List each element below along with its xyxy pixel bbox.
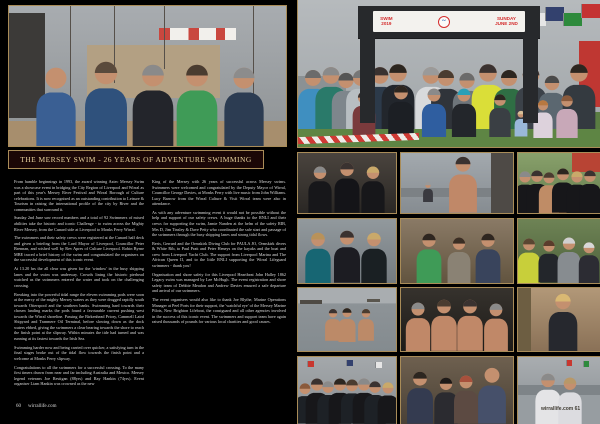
photo-scene (401, 219, 513, 283)
person-silhouette (472, 232, 505, 283)
photo-scene (298, 153, 396, 213)
person-silhouette (30, 65, 82, 146)
photo-four-swimmers-changing (400, 287, 514, 352)
person-silhouette (554, 376, 585, 424)
person-silhouette (576, 241, 600, 283)
article-column-2 (152, 179, 286, 328)
photo-band (518, 288, 531, 351)
photo-scene (518, 288, 600, 351)
person-silhouette (544, 292, 582, 351)
finish-arch-beam (358, 6, 539, 38)
photo-large-wetsuit-group (297, 356, 397, 424)
article-paragraph: The swimmers and their safety crews were registered at the Cunard half deck and given a briefing from the Lord Mayor of Liverpool, Councillor Peter Brennan, and wished well by Rev Apres of Culture Liverpool. Robin Byrne MBE traced a brief history of the swim and congratulated the organisers on the successful development of this iconic event. (14, 235, 144, 263)
person-silhouette (355, 308, 376, 341)
person-silhouette (553, 94, 581, 138)
article-paragraph: Beris, Gerrard and the Ormskirk Diving Club for PAULA JO, Ormskirk divers & White Rib, to Paul Pratt and Peter Heneys on the kayaks and the boat and crew from Liverpool Yacht Club. The support from Liverpool Marina and The African Queen II, and to the little RNLI supporting the Wirral Lifeguard swimmers - thank you! (152, 240, 286, 269)
article-paragraph: Swimming harder now and being carried over quicker, a satisfying turn in the final stages broke out of the tidal flow towards the finish point and a welcome at Monks Ferry slipway. (14, 344, 144, 361)
article-body (0, 179, 297, 403)
person-silhouette (358, 231, 392, 283)
photo-band (367, 299, 381, 302)
flag-icon (347, 360, 353, 366)
flag-icon (376, 362, 382, 368)
person-silhouette (444, 236, 475, 283)
article-paragraph: Congratulations to all the swimmers for a successful crossing. To the many first timers drawn from near and far including Australia and Mexico. Mersey legend veterans Joe Restigan (88yrs) and Ray Hankin (74yrs). Event organiser Liam Hankin was crowned as the new (14, 364, 144, 387)
person-silhouette (412, 232, 445, 283)
left-page-footer (16, 404, 56, 409)
article-paragraph: Organisation and shore safety for this Liverpool Heartbeat John Halley 1862 Legacy swim was managed by Lee McHugh. The event registration and shore safety team of Debbie Meadon and Andrew Davies ensured a safe departure and arrival of our swimmers. (152, 271, 286, 294)
person-silhouette (480, 302, 512, 351)
photo-band (491, 153, 513, 213)
person-silhouette (421, 182, 434, 202)
photo-officials-outdoors (517, 218, 600, 284)
person-silhouette (374, 381, 397, 424)
photo-band (159, 28, 237, 39)
photo-celebration-hug (400, 356, 514, 424)
left-page-number: 60 (16, 404, 21, 409)
article-paragraph: The event organisers would also like to thank Joe Blythe, Marine Operations Manager at Peel Ports for their support, the 'watchful eye' of the Mersey Marine Pilots, New Brighton Lifeboat, the coastguard and all other agencies involved in the success of this iconic event. The swimmers and support team have again raised thousands of pounds for various local charities and good causes. (152, 297, 286, 325)
photo-three-men-indoors (400, 218, 514, 284)
photo-finish-arch-group (297, 0, 600, 148)
article-title: THE MERSEY SWIM - 26 YEARS OF ADVENTURE SWIMMING (20, 155, 252, 164)
flag-icon (308, 361, 314, 367)
right-page-footer: wirrallife.com 61 (541, 406, 581, 412)
person-silhouette (218, 65, 270, 146)
flag-icon (567, 360, 572, 366)
arch-date-text: SUNDAY JUNE 2ND (495, 15, 518, 26)
photo-scene (518, 153, 600, 213)
flag-icon (584, 361, 589, 367)
flag-icon (546, 7, 564, 20)
finish-arch-banner (373, 11, 525, 32)
person-silhouette (358, 165, 389, 213)
swim-logo-icon: ~ (438, 16, 450, 28)
finish-arch (358, 6, 539, 124)
photo-swimmer-thumbs-up (400, 152, 514, 214)
photo-swimmers-entering-water (297, 287, 397, 352)
photo-scene (401, 357, 513, 424)
mast-line (164, 6, 165, 69)
arch-swim-text: SWIM 2019 (380, 15, 393, 26)
person-silhouette (576, 169, 600, 213)
photo-three-wetsuit-swimmers (297, 152, 397, 214)
photo-scene (518, 219, 600, 283)
photo-scene (298, 219, 396, 283)
photo-scene (401, 153, 513, 213)
article-paragraph: Breaking into the powerful tidal range the eleven swimming pods were soon at the mercy of the mighty Mersey waters as they were dragged rapidly south towards Otterspool and the southern banks. Swimming hard towards their chosen landing marks the pods found a favourable current pushing west towards the Wirral shoreline. Passing the Birkenhead Priory, Cammell Laird Shipyard and Tranmere Oil Terminal, before slowing down as the dock waters ebbed, giving the swimmers a clear bearing towards the shore to reach the finish point at the slipway. Within minutes the tide had turned and was running at its fastest towards the Irish Sea. (14, 291, 144, 341)
article-paragraph: King of the Mersey with 26 years of successful across Mersey swims. Swimmers were welcomed and congratulated by the Deputy Mayor of Wirral, Councillor George Davies, at Monks Ferry with live music from John Williams. Lucy Barrow from the Wirral Culture & Visit Wirral team were also in attendance. (152, 179, 287, 207)
photo-five-men-dockside (8, 5, 287, 147)
photo-scene (298, 357, 396, 424)
photo-scene (9, 6, 286, 146)
photo-woman-portrait (517, 287, 600, 352)
finish-arch-left-column (360, 36, 374, 123)
photo-band (300, 300, 322, 304)
article-paragraph: As with any adventure swimming event it would not be possible without the help and support of our safety crews. A huge thanks to the RNLI and their crews for supporting the swim, Jamie Nanden at the helm of the safety RIB, Mrs D, Jim Tinsley & Dave Petty who coordinated the safe start and passage of the swimmers through the busy shipping lanes and strong tidal flows. (152, 209, 286, 238)
photo-scene (298, 288, 396, 351)
person-silhouette (473, 366, 510, 424)
left-page-website: wirrallife.com (28, 404, 57, 409)
article-column-1 (14, 179, 144, 390)
photo-scene (518, 357, 600, 424)
flag-icon (582, 4, 600, 17)
flag-icon (564, 13, 582, 26)
article-title-banner (8, 150, 264, 169)
photo-couple-riverside (517, 356, 600, 424)
photo-three-women-wetsuits (297, 218, 397, 284)
person-silhouette (444, 155, 481, 213)
photo-wetsuit-group-flags (517, 152, 600, 214)
article-paragraph: At 13.20 hrs the all clear was given for the 'window' in the busy shipping lanes and the swim was underway. Crowds lining the historic pierhead watched as the swimmers entered the water and took on the challenging crossing. (14, 266, 144, 288)
finish-arch-right-column (523, 36, 537, 123)
photo-scene (401, 288, 513, 351)
person-silhouette (170, 62, 224, 146)
article-paragraph: Sunday 2nd June saw record numbers and a total of 92 Swimmers of mixed abilities take the historic and iconic Challenge - to swim across the Mighty River Mersey, from the Cunard side at Liverpool to Monks Ferry Wirral. (14, 215, 144, 232)
article-paragraph: From humble beginnings in 1993, the award winning Aztec Mersey Swim was a showcase event in bridging the City Region of Liverpool and Wirral as part of this year's Mersey River Festival and Wirral Borough of Culture celebrations. It is now recognised as an outstanding contribution to Leisure & Tourism in raising the international profile of the city by River and the communities that surround it. (14, 179, 145, 212)
